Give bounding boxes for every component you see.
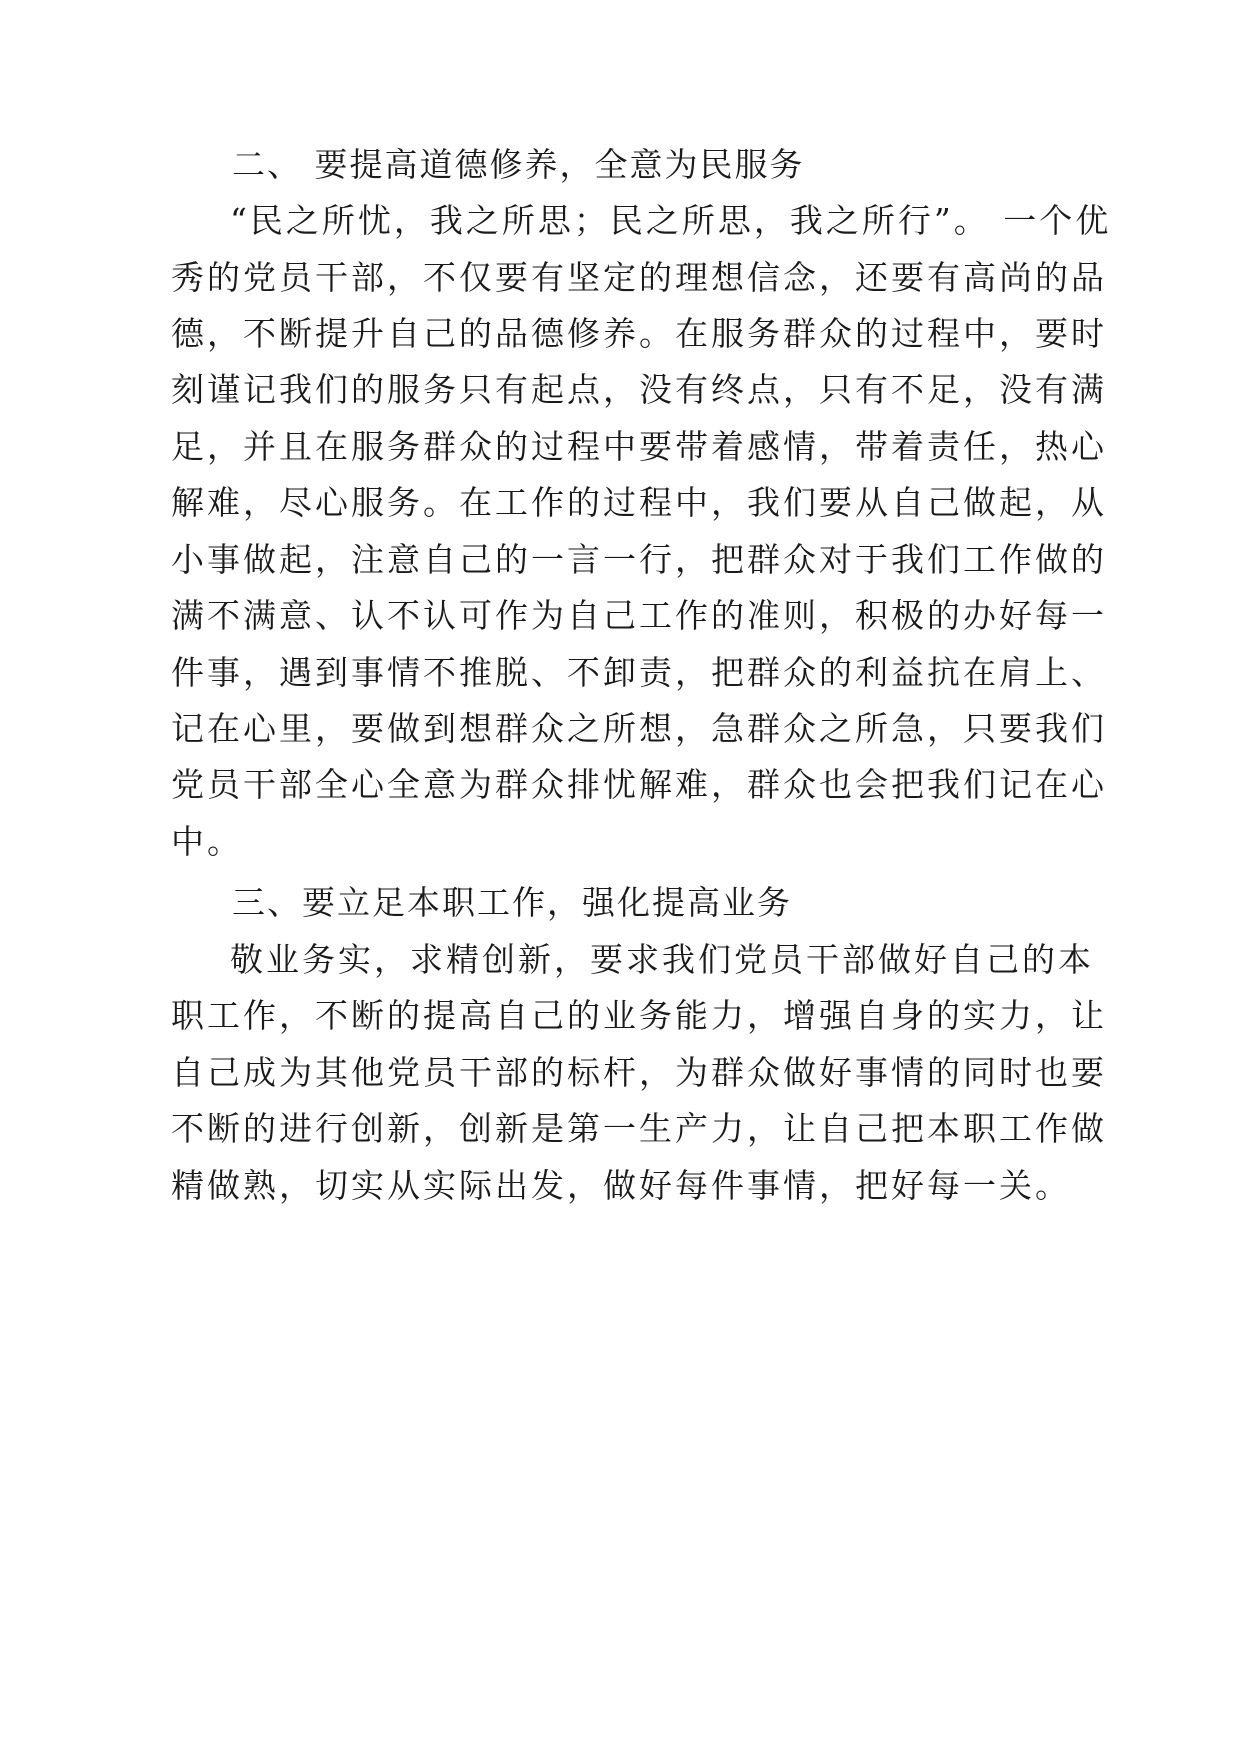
section-heading-3: 三、要立足本职工作，强化提高业务	[232, 883, 792, 922]
paragraph-line: 刻谨记我们的服务只有起点，没有终点，只有不足，没有满	[171, 370, 1107, 409]
paragraph-line: 不断的进行创新，创新是第一生产力，让自己把本职工作做	[171, 1109, 1107, 1148]
paragraph-line: 小事做起，注意自己的一言一行，把群众对于我们工作做的	[171, 540, 1107, 579]
paragraph-line: 中。	[171, 822, 243, 861]
paragraph-line: 秀的党员干部，不仅要有坚定的理想信念，还要有高尚的品	[171, 258, 1107, 297]
paragraph-line: 足，并且在服务群众的过程中要带着感情，带着责任，热心	[171, 427, 1107, 466]
paragraph-line: 自己成为其他党员干部的标杆，为群众做好事情的同时也要	[171, 1053, 1107, 1092]
paragraph-line: 德，不断提升自己的品德修养。在服务群众的过程中，要时	[171, 314, 1107, 353]
paragraph-line: “民之所忧，我之所思；民之所思，我之所行”。 一个优	[230, 201, 1112, 240]
paragraph-line: 精做熟，切实从实际出发，做好每件事情，把好每一关。	[171, 1166, 1071, 1205]
paragraph-line: 解难，尽心服务。在工作的过程中，我们要从自己做起，从	[171, 483, 1107, 522]
paragraph-line: 件事，遇到事情不推脱、不卸责，把群众的利益抗在肩上、	[171, 653, 1107, 692]
paragraph-line: 职工作，不断的提高自己的业务能力，增强自身的实力，让	[171, 996, 1107, 1035]
paragraph-line: 记在心里，要做到想群众之所想，急群众之所急，只要我们	[171, 709, 1107, 748]
paragraph-line: 党员干部全心全意为群众排忧解难，群众也会把我们记在心	[171, 765, 1107, 804]
section-heading-2: 二、 要提高道德修养，全意为民服务	[232, 145, 805, 184]
paragraph-line: 敬业务实，求精创新，要求我们党员干部做好自己的本	[230, 940, 1094, 979]
paragraph-line: 满不满意、认不认可作为自己工作的准则，积极的办好每一	[171, 596, 1107, 635]
